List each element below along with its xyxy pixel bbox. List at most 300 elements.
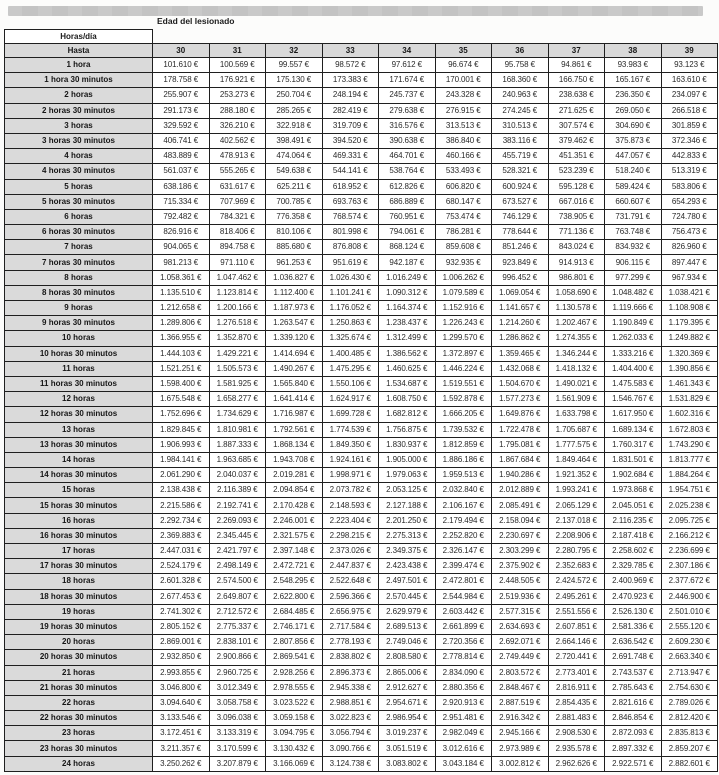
value-cell: 2.179.494 €: [435, 513, 492, 528]
value-cell: 1.577.273 €: [492, 392, 549, 407]
value-cell: 2.470.923 €: [605, 589, 662, 604]
value-cell: 1.830.937 €: [379, 437, 436, 452]
value-cell: 2.019.281 €: [266, 468, 323, 483]
value-cell: 1.352.870 €: [209, 331, 266, 346]
value-cell: 2.555.120 €: [661, 619, 718, 634]
table-row: [5, 194, 718, 209]
value-cell: 1.444.103 €: [153, 346, 210, 361]
value-cell: 2.275.313 €: [379, 528, 436, 543]
value-cell: 589.424 €: [605, 179, 662, 194]
value-cell: 1.675.548 €: [153, 392, 210, 407]
row-label: 11 horas: [5, 361, 153, 376]
value-cell: 240.963 €: [492, 88, 549, 103]
value-cell: 3.166.069 €: [266, 756, 323, 771]
value-cell: 1.519.551 €: [435, 376, 492, 391]
value-cell: 3.096.038 €: [209, 711, 266, 726]
value-cell: 2.607.851 €: [548, 619, 605, 634]
value-cell: 98.572 €: [322, 58, 379, 73]
value-cell: 826.916 €: [153, 225, 210, 240]
value-cell: 1.592.878 €: [435, 392, 492, 407]
value-cell: 904.065 €: [153, 240, 210, 255]
value-cell: 2.246.001 €: [266, 513, 323, 528]
table-row: [5, 88, 718, 103]
table-row: [5, 452, 718, 467]
value-cell: 1.959.513 €: [435, 468, 492, 483]
value-cell: 3.207.879 €: [209, 756, 266, 771]
value-cell: 2.775.337 €: [209, 619, 266, 634]
value-cell: 2.754.630 €: [661, 680, 718, 695]
row-label: 7 horas 30 minutos: [5, 255, 153, 270]
value-cell: 460.166 €: [435, 149, 492, 164]
row-label: 9 horas: [5, 301, 153, 316]
value-cell: 1.490.267 €: [266, 361, 323, 376]
row-label: 1 hora 30 minutos: [5, 73, 153, 88]
value-cell: 1.739.532 €: [435, 422, 492, 437]
value-cell: 1.274.355 €: [548, 331, 605, 346]
value-cell: 1.429.221 €: [209, 346, 266, 361]
table-row: [5, 255, 718, 270]
table-row: [5, 544, 718, 559]
value-cell: 1.760.317 €: [605, 437, 662, 452]
value-cell: 3.170.599 €: [209, 741, 266, 756]
value-cell: 1.887.333 €: [209, 437, 266, 452]
value-cell: 372.346 €: [661, 133, 718, 148]
value-cell: 2.954.671 €: [379, 695, 436, 710]
value-cell: 1.048.482 €: [605, 285, 662, 300]
value-cell: 2.935.578 €: [548, 741, 605, 756]
value-cell: 538.764 €: [379, 164, 436, 179]
header-row: [5, 44, 718, 58]
value-cell: 1.339.120 €: [266, 331, 323, 346]
value-cell: 279.638 €: [379, 103, 436, 118]
value-cell: 1.346.244 €: [548, 346, 605, 361]
value-cell: 3.019.237 €: [379, 726, 436, 741]
value-cell: 1.561.909 €: [548, 392, 605, 407]
value-cell: 738.905 €: [548, 209, 605, 224]
value-cell: 291.173 €: [153, 103, 210, 118]
value-cell: 2.138.438 €: [153, 483, 210, 498]
value-cell: 1.119.666 €: [605, 301, 662, 316]
value-cell: 3.083.802 €: [379, 756, 436, 771]
value-cell: 100.569 €: [209, 58, 266, 73]
value-cell: 2.872.093 €: [605, 726, 662, 741]
value-cell: 693.763 €: [322, 194, 379, 209]
value-cell: 2.148.593 €: [322, 498, 379, 513]
value-cell: 2.920.913 €: [435, 695, 492, 710]
value-cell: 2.025.238 €: [661, 498, 718, 513]
value-cell: 859.608 €: [435, 240, 492, 255]
value-cell: 851.246 €: [492, 240, 549, 255]
value-cell: 93.123 €: [661, 58, 718, 73]
value-cell: 2.846.854 €: [605, 711, 662, 726]
value-cell: 2.962.626 €: [548, 756, 605, 771]
value-cell: 731.791 €: [605, 209, 662, 224]
value-cell: 2.424.572 €: [548, 574, 605, 589]
value-cell: 2.158.094 €: [492, 513, 549, 528]
value-cell: 1.262.033 €: [605, 331, 662, 346]
table-row: [5, 392, 718, 407]
value-cell: 253.273 €: [209, 88, 266, 103]
value-cell: 2.838.802 €: [322, 650, 379, 665]
table-row: [5, 756, 718, 771]
value-cell: 1.624.917 €: [322, 392, 379, 407]
value-cell: 1.123.814 €: [209, 285, 266, 300]
row-label: 17 horas 30 minutos: [5, 559, 153, 574]
value-cell: 1.521.251 €: [153, 361, 210, 376]
value-cell: 2.880.356 €: [435, 680, 492, 695]
age-column-header: 33: [322, 44, 379, 58]
value-cell: 2.896.373 €: [322, 665, 379, 680]
row-label: 18 horas: [5, 574, 153, 589]
value-cell: 885.680 €: [266, 240, 323, 255]
value-cell: 771.136 €: [548, 225, 605, 240]
value-cell: 1.475.295 €: [322, 361, 379, 376]
value-cell: 322.918 €: [266, 118, 323, 133]
row-label: 20 horas: [5, 635, 153, 650]
value-cell: 1.200.166 €: [209, 301, 266, 316]
value-cell: 2.691.748 €: [605, 650, 662, 665]
value-cell: 1.979.063 €: [379, 468, 436, 483]
value-cell: 1.016.249 €: [379, 270, 436, 285]
value-cell: 93.983 €: [605, 58, 662, 73]
value-cell: 2.720.356 €: [435, 635, 492, 650]
value-cell: 1.320.369 €: [661, 346, 718, 361]
value-cell: 178.758 €: [153, 73, 210, 88]
value-cell: 1.390.856 €: [661, 361, 718, 376]
value-cell: 1.505.573 €: [209, 361, 266, 376]
value-cell: 2.012.889 €: [492, 483, 549, 498]
value-cell: 2.656.975 €: [322, 604, 379, 619]
value-cell: 2.951.481 €: [435, 711, 492, 726]
age-column-header: 37: [548, 44, 605, 58]
value-cell: 533.493 €: [435, 164, 492, 179]
row-label: 8 horas 30 minutos: [5, 285, 153, 300]
value-cell: 756.473 €: [661, 225, 718, 240]
value-cell: 2.201.250 €: [379, 513, 436, 528]
table-row: [5, 149, 718, 164]
row-label: 4 horas: [5, 149, 153, 164]
value-cell: 310.513 €: [492, 118, 549, 133]
value-cell: 2.421.797 €: [209, 544, 266, 559]
value-cell: 555.265 €: [209, 164, 266, 179]
value-cell: 2.307.186 €: [661, 559, 718, 574]
value-cell: 1.418.132 €: [548, 361, 605, 376]
value-cell: 2.749.046 €: [379, 635, 436, 650]
value-cell: 1.286.862 €: [492, 331, 549, 346]
value-cell: 3.133.546 €: [153, 711, 210, 726]
table-row: [5, 635, 718, 650]
value-cell: 171.674 €: [379, 73, 436, 88]
value-cell: 654.293 €: [661, 194, 718, 209]
value-cell: 442.833 €: [661, 149, 718, 164]
value-cell: 1.672.803 €: [661, 422, 718, 437]
value-cell: 173.383 €: [322, 73, 379, 88]
value-cell: 375.873 €: [605, 133, 662, 148]
table-row: [5, 209, 718, 224]
value-cell: 2.352.683 €: [548, 559, 605, 574]
value-cell: 2.544.984 €: [435, 589, 492, 604]
value-cell: 2.636.542 €: [605, 635, 662, 650]
table-row: [5, 665, 718, 680]
value-cell: 2.501.010 €: [661, 604, 718, 619]
value-cell: 1.108.908 €: [661, 301, 718, 316]
value-cell: 2.945.166 €: [492, 726, 549, 741]
table-row: [5, 711, 718, 726]
value-cell: 2.663.340 €: [661, 650, 718, 665]
value-cell: 2.859.207 €: [661, 741, 718, 756]
value-cell: 1.475.583 €: [605, 376, 662, 391]
value-cell: 1.386.562 €: [379, 346, 436, 361]
value-cell: 406.741 €: [153, 133, 210, 148]
value-cell: 1.756.875 €: [379, 422, 436, 437]
value-cell: 97.612 €: [379, 58, 436, 73]
value-cell: 1.810.981 €: [209, 422, 266, 437]
value-cell: 2.746.171 €: [266, 619, 323, 634]
value-cell: 2.717.584 €: [322, 619, 379, 634]
value-cell: 2.834.090 €: [435, 665, 492, 680]
value-cell: 1.202.467 €: [548, 316, 605, 331]
value-cell: 834.932 €: [605, 240, 662, 255]
value-cell: 1.299.570 €: [435, 331, 492, 346]
row-label: 24 horas: [5, 756, 153, 771]
value-cell: 1.722.478 €: [492, 422, 549, 437]
value-cell: 2.812.420 €: [661, 711, 718, 726]
value-cell: 801.998 €: [322, 225, 379, 240]
table-row: [5, 726, 718, 741]
table-row: [5, 301, 718, 316]
value-cell: 1.058.361 €: [153, 270, 210, 285]
value-cell: 1.414.694 €: [266, 346, 323, 361]
value-cell: 707.969 €: [209, 194, 266, 209]
table-row: [5, 164, 718, 179]
value-cell: 2.741.302 €: [153, 604, 210, 619]
row-label: 18 horas 30 minutos: [5, 589, 153, 604]
value-cell: 379.462 €: [548, 133, 605, 148]
value-cell: 1.984.141 €: [153, 452, 210, 467]
value-cell: 2.677.453 €: [153, 589, 210, 604]
age-column-header: 35: [435, 44, 492, 58]
value-cell: 2.397.148 €: [266, 544, 323, 559]
value-cell: 1.752.696 €: [153, 407, 210, 422]
value-cell: 894.758 €: [209, 240, 266, 255]
age-column-header: 31: [209, 44, 266, 58]
value-cell: 2.423.438 €: [379, 559, 436, 574]
value-cell: 2.252.820 €: [435, 528, 492, 543]
value-cell: 2.526.130 €: [605, 604, 662, 619]
value-cell: 2.208.906 €: [548, 528, 605, 543]
value-cell: 1.372.897 €: [435, 346, 492, 361]
value-cell: 1.902.684 €: [605, 468, 662, 483]
table-row: [5, 513, 718, 528]
value-cell: 1.943.708 €: [266, 452, 323, 467]
value-cell: 1.867.684 €: [492, 452, 549, 467]
corner-cell-label: Horas/día: [60, 32, 97, 41]
value-cell: 3.002.812 €: [492, 756, 549, 771]
value-cell: 1.404.400 €: [605, 361, 662, 376]
row-label: 9 horas 30 minutos: [5, 316, 153, 331]
value-cell: 95.758 €: [492, 58, 549, 73]
value-cell: 1.641.414 €: [266, 392, 323, 407]
row-label: 23 horas: [5, 726, 153, 741]
value-cell: 175.130 €: [266, 73, 323, 88]
value-cell: 2.900.866 €: [209, 650, 266, 665]
value-cell: 3.023.522 €: [266, 695, 323, 710]
row-label: 7 horas: [5, 240, 153, 255]
value-cell: 1.190.849 €: [605, 316, 662, 331]
value-cell: 2.609.230 €: [661, 635, 718, 650]
row-label: 8 horas: [5, 270, 153, 285]
table-row: [5, 225, 718, 240]
value-cell: 786.281 €: [435, 225, 492, 240]
value-cell: 673.527 €: [492, 194, 549, 209]
row-label: 6 horas: [5, 209, 153, 224]
value-cell: 660.607 €: [605, 194, 662, 209]
value-cell: 784.321 €: [209, 209, 266, 224]
value-cell: 1.743.290 €: [661, 437, 718, 452]
value-cell: 101.610 €: [153, 58, 210, 73]
value-cell: 1.026.430 €: [322, 270, 379, 285]
value-cell: 168.360 €: [492, 73, 549, 88]
value-cell: 1.187.973 €: [266, 301, 323, 316]
table-row: [5, 680, 718, 695]
value-cell: 1.176.052 €: [322, 301, 379, 316]
value-cell: 250.704 €: [266, 88, 323, 103]
value-cell: 243.328 €: [435, 88, 492, 103]
value-cell: 971.110 €: [209, 255, 266, 270]
value-cell: 2.692.071 €: [492, 635, 549, 650]
value-cell: 1.359.465 €: [492, 346, 549, 361]
value-cell: 1.716.987 €: [266, 407, 323, 422]
value-cell: 2.032.840 €: [435, 483, 492, 498]
value-cell: 2.988.851 €: [322, 695, 379, 710]
value-cell: 285.265 €: [266, 103, 323, 118]
value-cell: 2.869.541 €: [266, 650, 323, 665]
table-row: [5, 270, 718, 285]
value-cell: 3.046.800 €: [153, 680, 210, 695]
value-cell: 1.069.054 €: [492, 285, 549, 300]
value-cell: 1.141.657 €: [492, 301, 549, 316]
value-cell: 2.065.129 €: [548, 498, 605, 513]
value-cell: 2.321.575 €: [266, 528, 323, 543]
value-cell: 2.785.643 €: [605, 680, 662, 695]
value-cell: 1.886.186 €: [435, 452, 492, 467]
value-cell: 2.649.807 €: [209, 589, 266, 604]
value-cell: 843.024 €: [548, 240, 605, 255]
row-label: 21 horas: [5, 665, 153, 680]
value-cell: 238.638 €: [548, 88, 605, 103]
value-cell: 1.792.561 €: [266, 422, 323, 437]
value-cell: 269.050 €: [605, 103, 662, 118]
value-cell: 1.135.510 €: [153, 285, 210, 300]
value-cell: 680.147 €: [435, 194, 492, 209]
value-cell: 2.400.969 €: [605, 574, 662, 589]
value-cell: 1.446.224 €: [435, 361, 492, 376]
value-cell: 3.059.158 €: [266, 711, 323, 726]
value-cell: 2.292.734 €: [153, 513, 210, 528]
value-cell: 2.993.855 €: [153, 665, 210, 680]
value-cell: 99.557 €: [266, 58, 323, 73]
value-cell: 1.963.685 €: [209, 452, 266, 467]
value-cell: 2.773.401 €: [548, 665, 605, 680]
value-cell: 2.684.485 €: [266, 604, 323, 619]
value-cell: 96.674 €: [435, 58, 492, 73]
row-label: 12 horas 30 minutos: [5, 407, 153, 422]
value-cell: 2.095.725 €: [661, 513, 718, 528]
row-label: 6 horas 30 minutos: [5, 225, 153, 240]
value-cell: 3.133.319 €: [209, 726, 266, 741]
table-row: [5, 240, 718, 255]
row-label: 13 horas: [5, 422, 153, 437]
value-cell: 455.719 €: [492, 149, 549, 164]
value-cell: 3.012.349 €: [209, 680, 266, 695]
value-cell: 1.699.728 €: [322, 407, 379, 422]
value-cell: 2.519.936 €: [492, 589, 549, 604]
value-cell: 612.826 €: [379, 179, 436, 194]
value-cell: 271.625 €: [548, 103, 605, 118]
value-cell: 818.406 €: [209, 225, 266, 240]
value-cell: 3.211.357 €: [153, 741, 210, 756]
value-cell: 996.452 €: [492, 270, 549, 285]
value-cell: 464.701 €: [379, 149, 436, 164]
value-cell: 595.128 €: [548, 179, 605, 194]
value-cell: 255.907 €: [153, 88, 210, 103]
value-cell: 176.921 €: [209, 73, 266, 88]
value-cell: 2.053.125 €: [379, 483, 436, 498]
value-cell: 1.212.658 €: [153, 301, 210, 316]
row-label: 16 horas: [5, 513, 153, 528]
row-label: 16 horas 30 minutos: [5, 528, 153, 543]
table-row: [5, 695, 718, 710]
row-label: 2 horas: [5, 88, 153, 103]
value-cell: 760.951 €: [379, 209, 436, 224]
value-cell: 1.214.260 €: [492, 316, 549, 331]
value-cell: 1.226.243 €: [435, 316, 492, 331]
value-cell: 2.447.031 €: [153, 544, 210, 559]
value-cell: 1.152.916 €: [435, 301, 492, 316]
value-cell: 618.952 €: [322, 179, 379, 194]
table-row: [5, 133, 718, 148]
value-cell: 1.534.687 €: [379, 376, 436, 391]
value-cell: 1.598.400 €: [153, 376, 210, 391]
value-cell: 2.230.697 €: [492, 528, 549, 543]
value-cell: 1.006.262 €: [435, 270, 492, 285]
table-row: [5, 422, 718, 437]
value-cell: 2.073.782 €: [322, 483, 379, 498]
value-cell: 1.689.134 €: [605, 422, 662, 437]
value-cell: 329.592 €: [153, 118, 210, 133]
value-cell: 402.562 €: [209, 133, 266, 148]
value-cell: 304.690 €: [605, 118, 662, 133]
value-cell: 1.849.464 €: [548, 452, 605, 467]
value-cell: 163.610 €: [661, 73, 718, 88]
value-cell: 236.350 €: [605, 88, 662, 103]
value-cell: 3.124.738 €: [322, 756, 379, 771]
value-cell: 523.239 €: [548, 164, 605, 179]
value-cell: 724.780 €: [661, 209, 718, 224]
value-cell: 1.531.829 €: [661, 392, 718, 407]
value-cell: 561.037 €: [153, 164, 210, 179]
value-cell: 2.215.586 €: [153, 498, 210, 513]
value-cell: 2.978.555 €: [266, 680, 323, 695]
value-cell: 276.915 €: [435, 103, 492, 118]
value-cell: 3.172.451 €: [153, 726, 210, 741]
row-label: 3 horas 30 minutos: [5, 133, 153, 148]
value-cell: 2.522.648 €: [322, 574, 379, 589]
value-cell: 1.666.205 €: [435, 407, 492, 422]
value-cell: 3.094.640 €: [153, 695, 210, 710]
value-cell: 977.299 €: [605, 270, 662, 285]
value-cell: 483.889 €: [153, 149, 210, 164]
